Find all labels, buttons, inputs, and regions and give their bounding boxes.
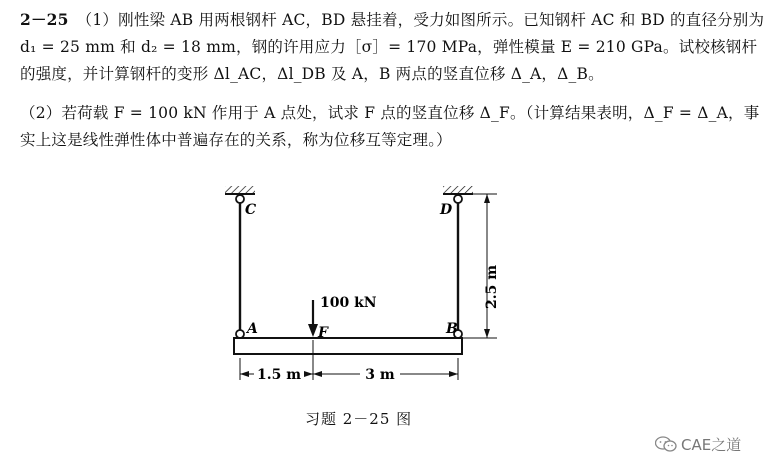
dim-right-label: 3 m	[365, 367, 395, 383]
load-label: 100 kN	[320, 295, 377, 311]
label-d: D	[440, 202, 453, 218]
label-b: B	[446, 321, 458, 337]
pin-a	[236, 330, 244, 338]
problem-part1-text: （1）刚性梁 AB 用两根钢杆 AC，BD 悬挂着，受力如图所示。已知钢杆 AC 和 BD 的直径分别为 d₁ = 25 mm 和 d₂ = 18 mm，钢的许用应力［σ］= 170 MPa，弹性模量 E = 210 GPa。试校核钢杆的强度，并计算钢杆的变形 Δl_AC，Δl_DB 及 A，B 两点的竖直位移 Δ_A，Δ_B。	[20, 11, 765, 83]
label-a: A	[247, 321, 258, 337]
label-c: C	[245, 202, 257, 218]
dim-height-label: 2.5 m	[484, 264, 500, 310]
problem-part2: （2）若荷载 F = 100 kN 作用于 A 点处，试求 F 点的竖直位移 Δ_F。（计算结果表明，Δ_F = Δ_A，事实上这是线性弹性体中普遍存在的关系，称为位移互等定理。）	[20, 104, 760, 149]
load-arrow	[308, 300, 318, 337]
support-c	[225, 186, 255, 203]
beam-ab	[234, 338, 462, 354]
problem-number: 2－25	[20, 10, 69, 29]
wechat-icon	[655, 436, 677, 456]
watermark	[655, 434, 741, 456]
dim-left-label: 1.5 m	[256, 367, 302, 383]
watermark-text: CAE之道	[681, 436, 742, 454]
figure-caption: 习题 2－25 图	[305, 410, 413, 428]
label-f: F	[318, 325, 328, 341]
